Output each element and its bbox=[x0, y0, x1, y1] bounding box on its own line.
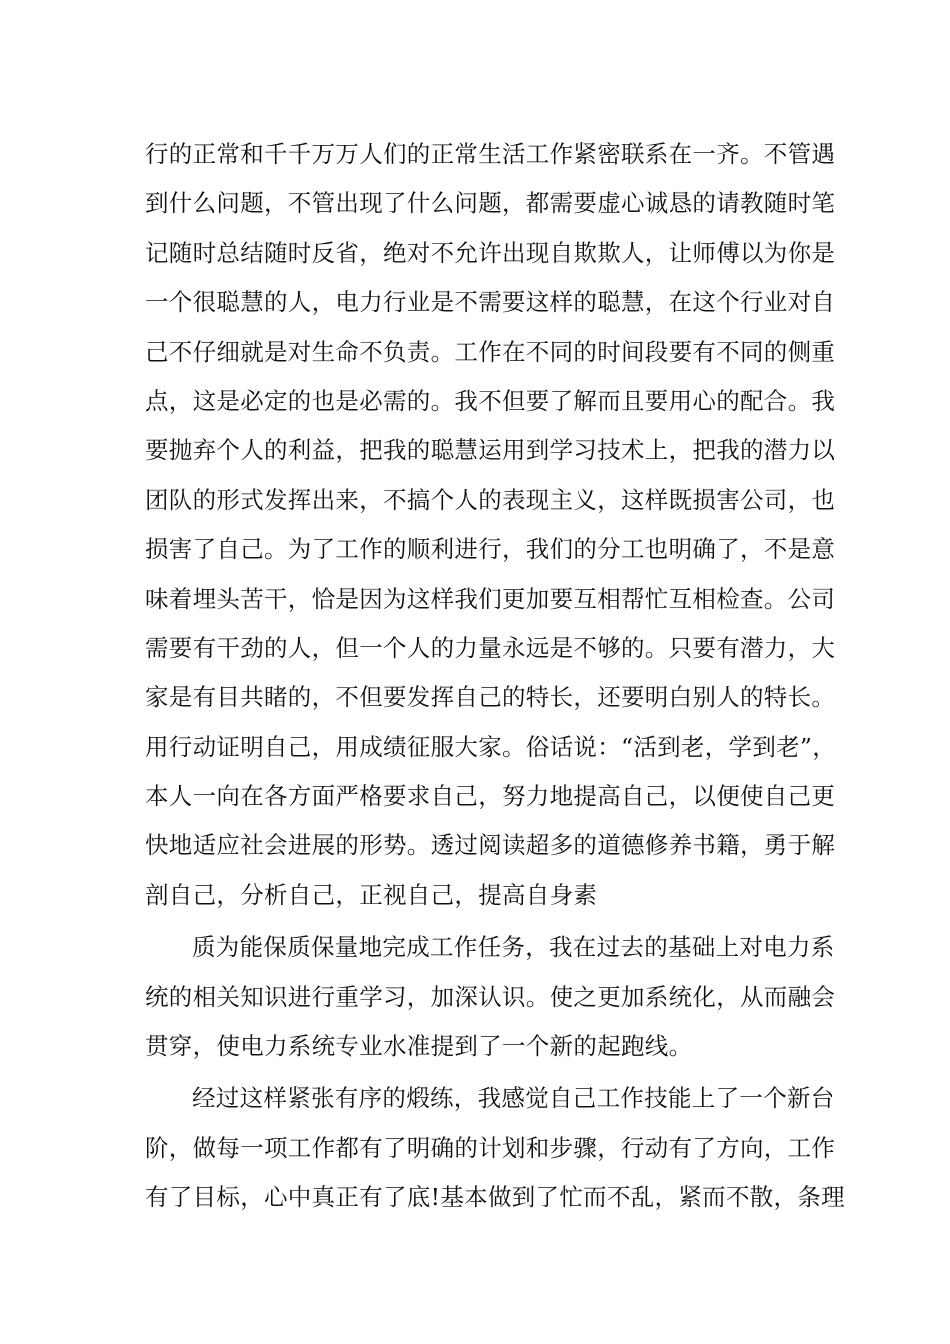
text-line: 阶，做每一项工作都有了明确的计划和步骤，行动有了方向，工作 bbox=[145, 1133, 836, 1162]
text-line: 统的相关知识进行重学习，加深认识。使之更加系统化，从而融会 bbox=[145, 982, 836, 1011]
text-line: 行的正常和千千万万人们的正常生活工作紧密联系在一齐。不管遇 bbox=[145, 140, 836, 168]
text-line: 本人一向在各方面严格要求自己，努力地提高自己，以便使自己更 bbox=[145, 782, 836, 811]
paragraph-2 bbox=[145, 923, 836, 1071]
text-line: 到什么问题，不管出现了什么问题，都需要虚心诚恳的请教随时笔 bbox=[145, 189, 836, 218]
text-line: 剖自己，分析自己，正视自己，提高自身素 bbox=[145, 880, 598, 909]
text-line: 需要有干劲的人，但一个人的力量永远是不够的。只要有潜力，大 bbox=[145, 633, 836, 662]
text-line: 一个很聪慧的人，电力行业是不需要这样的聪慧，在这个行业对自 bbox=[145, 288, 836, 317]
text-line: 点，这是必定的也是必需的。我不但要了解而且要用心的配合。我 bbox=[145, 386, 836, 415]
text-line: 要抛弃个人的利益，把我的聪慧运用到学习技术上，把我的潜力以 bbox=[145, 436, 836, 465]
text-line: 家是有目共睹的，不但要发挥自己的特长，还要明白别人的特长。 bbox=[145, 683, 836, 712]
document-body bbox=[145, 130, 845, 1223]
text-line: 损害了自己。为了工作的顺利进行，我们的分工也明确了，不是意 bbox=[145, 535, 836, 564]
text-line: 用行动证明自己，用成绩征服大家。俗话说：“活到老，学到老”， bbox=[145, 732, 837, 761]
text-line: 有了目标，心中真正有了底!基本做到了忙而不乱，紧而不散，条理 bbox=[145, 1183, 845, 1212]
paragraph-1 bbox=[145, 130, 837, 920]
text-line: 经过这样紧张有序的煅练，我感觉自己工作技能上了一个新台 bbox=[192, 1084, 835, 1113]
text-line: 团队的形式发挥出来，不搞个人的表现主义，这样既损害公司，也 bbox=[145, 485, 836, 514]
text-line: 快地适应社会进展的形势。透过阅读超多的道德修养书籍，勇于解 bbox=[145, 831, 836, 860]
text-line: 己不仔细就是对生命不负责。工作在不同的时间段要有不同的侧重 bbox=[145, 337, 836, 366]
text-line: 质为能保质保量地完成工作任务，我在过去的基础上对电力系 bbox=[192, 933, 835, 962]
text-line: 贯穿，使电力系统专业水准提到了一个新的起跑线。 bbox=[145, 1032, 693, 1061]
text-line: 味着埋头苦干，恰是因为这样我们更加要互相帮忙互相检查。公司 bbox=[145, 584, 836, 613]
paragraph-3 bbox=[145, 1074, 845, 1222]
text-line: 记随时总结随时反省，绝对不允许出现自欺欺人，让师傅以为你是 bbox=[145, 238, 836, 267]
